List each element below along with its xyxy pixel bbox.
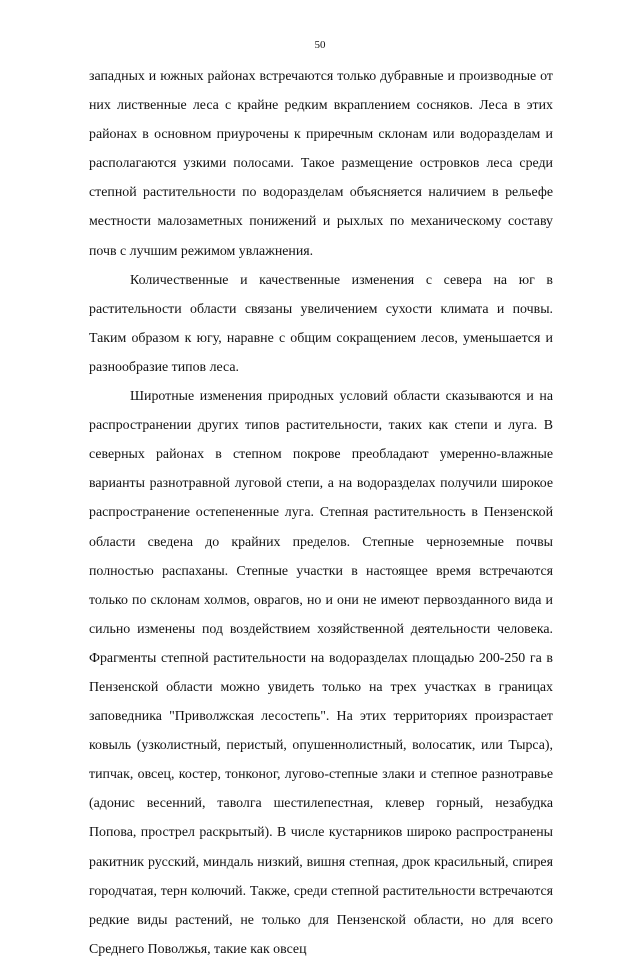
paragraph-2: Количественные и качественные изменения с севера на юг в растительности области связаны увеличением сухости климата и почвы. Таким образом к югу, наравне с общим сокращением лесов, уменьшается и разнообразие типов леса. — [89, 272, 553, 375]
page-number: 50 — [314, 39, 326, 51]
body-text — [89, 62, 553, 964]
paragraph-3: Широтные изменения природных условий области сказываются и на распространении других типов растительности, таких как степи и луга. В северных районах в степном покрове преобладают умеренно-влажные варианты разнотравной луговой степи, а на водоразделах получили широкое распространение остепененные луга. Степная растительность в Пензенской области сведена до крайних пределов. Степные черноземные почвы полностью распаханы. Степные участки в настоящее время встречаются только по склонам холмов, оврагов, но и они не имеют первозданного вида и сильно изменены под воздействием хозяйственной деятельности человека. Фрагменты степной растительности на водоразделах площадью 200-250 га в Пензенской области можно увидеть только на трех участках в границах заповедника "Приволжская лесостепь". На этих территориях произрастает ковыль (узколистный, перистый, опушеннолистный, волосатик, или Тырса), типчак, овсец, костер, тонконог, лугово-степные злаки и степное разнотравье (адонис весенний, таволга шестилепестная, клевер горный, незабудка Попова, прострел раскрытый). В числе кустарников широко распространены ракитник русский, миндаль низкий, вишня степная, дрок красильный, спирея городчатая, терн колючий. Также, среди степной растительности встречаются редкие виды растений, не только для Пензенской области, но для всего Среднего Поволжья, такие как овсец — [89, 389, 553, 957]
paragraph-1: западных и южных районах встречаются только дубравные и производные от них лиственные леса с крайне редким вкраплением сосняков. Леса в этих районах в основном приурочены к приречным склонам или водоразделам и располагаются узкими полосами. Такое размещение островков леса среди степной растительности по водоразделам объясняется наличием в рельефе местности малозаметных понижений и рыхлых по механическому составу почв с лучшим режимом увлажнения. — [89, 69, 553, 259]
